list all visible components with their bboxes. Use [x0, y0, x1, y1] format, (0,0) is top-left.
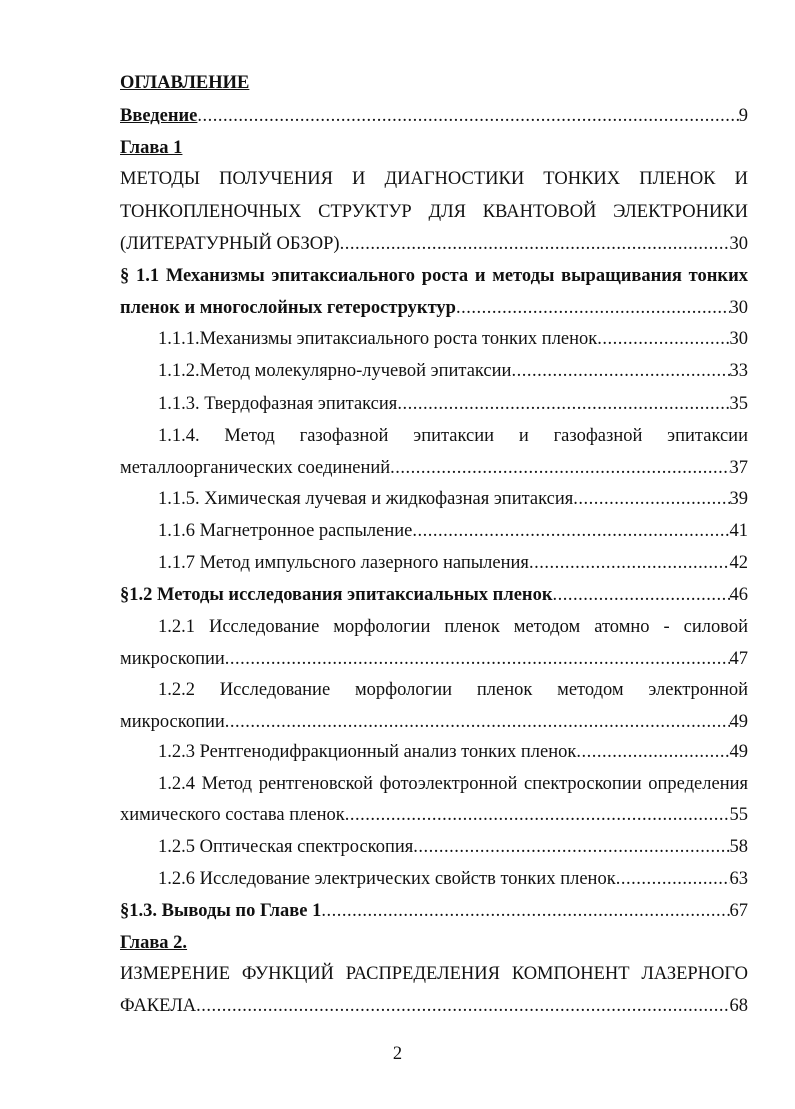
section-1-1-line1: § 1.1 Механизмы эпитаксиального роста и методы выращивания тонких	[120, 266, 748, 286]
entry-title: пленок и многослойных гетероструктур	[120, 298, 456, 318]
leader-dots	[573, 486, 729, 512]
entry-page: 39	[729, 489, 748, 509]
toc-entry-1-1-3	[158, 391, 748, 417]
toc-entry-1-1-1	[158, 326, 748, 352]
leader-dots	[412, 518, 729, 544]
leader-dots	[456, 295, 730, 321]
leader-dots	[397, 391, 729, 417]
entry-page: 33	[729, 361, 748, 381]
entry-title: микроскопии	[120, 712, 225, 732]
leader-dots	[197, 103, 738, 129]
entry-page: 30	[729, 329, 748, 349]
entry-page: 68	[729, 996, 748, 1016]
entry-page: 67	[729, 901, 748, 921]
entry-title: металлоорганических соединений	[120, 458, 391, 478]
entry-title: микроскопии	[120, 649, 225, 669]
entry-title: 1.1.6 Магнетронное распыление	[158, 521, 413, 541]
leader-dots	[196, 993, 729, 1019]
toc-entry-1-2-5	[158, 834, 748, 860]
entry-page: 58	[729, 837, 748, 857]
chapter1-label: Глава 1	[120, 138, 183, 158]
chapter1-title-line1: МЕТОДЫ ПОЛУЧЕНИЯ И ДИАГНОСТИКИ ТОНКИХ ПЛЕНОК И	[120, 169, 748, 189]
entry-title: 1.1.1.Механизмы эпитаксиального роста тонких пленок	[158, 329, 598, 349]
entry-title: химического состава пленок	[120, 805, 345, 825]
toc-entry-1-1-7	[158, 550, 748, 576]
leader-dots	[321, 898, 729, 924]
entry-page: 49	[729, 742, 748, 762]
entry-title: 1.1.5. Химическая лучевая и жидкофазная эпитаксия	[158, 489, 574, 509]
leader-dots	[616, 866, 730, 892]
toc-entry-chapter2	[120, 993, 748, 1019]
chapter2-label: Глава 2.	[120, 933, 188, 953]
toc-entry-1-2-2	[120, 709, 748, 735]
toc-entry-1-2-1	[120, 646, 748, 672]
leader-dots	[529, 550, 730, 576]
leader-dots	[576, 739, 729, 765]
leader-dots	[597, 326, 729, 352]
leader-dots	[225, 709, 730, 735]
entry-title: Введение	[120, 106, 198, 126]
toc-entry-1-2-3	[158, 739, 748, 765]
entry-page: 55	[729, 805, 748, 825]
toc-entry-1-1-4	[120, 455, 748, 481]
toc-entry-1-2-1-line1: 1.2.1 Исследование морфологии пленок методом атомно - силовой	[158, 617, 748, 637]
leader-dots	[345, 802, 730, 828]
chapter2-title-line1: ИЗМЕРЕНИЕ ФУНКЦИЙ РАСПРЕДЕЛЕНИЯ КОМПОНЕНТ ЛАЗЕРНОГО	[120, 964, 748, 984]
entry-page: 9	[738, 106, 748, 126]
toc-entry-1-2-6	[158, 866, 748, 892]
toc-entry-1-3	[120, 898, 748, 924]
entry-title: 1.2.6 Исследование электрических свойств тонких пленок	[158, 869, 616, 889]
entry-title: 1.1.2.Метод молекулярно-лучевой эпитаксии	[158, 361, 512, 381]
toc-entry-1-1-4-line1: 1.1.4. Метод газофазной эпитаксии и газофазной эпитаксии	[158, 426, 748, 446]
entry-title: 1.1.3. Твердофазная эпитаксия	[158, 394, 398, 414]
chapter1-title-line2: ТОНКОПЛЕНОЧНЫХ СТРУКТУР ДЛЯ КВАНТОВОЙ ЭЛЕКТРОНИКИ	[120, 202, 748, 222]
entry-page: 47	[729, 649, 748, 669]
entry-page: 46	[729, 585, 748, 605]
entry-title: ФАКЕЛА	[120, 996, 197, 1016]
entry-page: 30	[729, 234, 748, 254]
entry-title: 1.1.7 Метод импульсного лазерного напыления	[158, 553, 529, 573]
toc-entry-chapter1	[120, 231, 748, 257]
leader-dots	[553, 582, 730, 608]
entry-page: 35	[729, 394, 748, 414]
toc-heading: ОГЛАВЛЕНИЕ	[120, 73, 250, 93]
toc-entry-1-2-2-line1: 1.2.2 Исследование морфологии пленок методом электронной	[158, 680, 748, 700]
toc-entry-1-2	[120, 582, 748, 608]
leader-dots	[390, 455, 729, 481]
entry-page: 63	[729, 869, 748, 889]
page-number: 2	[392, 1044, 403, 1064]
entry-page: 42	[729, 553, 748, 573]
toc-entry-1-1-2	[158, 358, 748, 384]
leader-dots	[225, 646, 730, 672]
entry-page: 49	[729, 712, 748, 732]
toc-entry-1-2-4	[120, 802, 748, 828]
entry-page: 37	[729, 458, 748, 478]
entry-title: (ЛИТЕРАТУРНЫЙ ОБЗОР)	[120, 234, 340, 254]
entry-title: §1.3. Выводы по Главе 1	[120, 901, 322, 921]
entry-title: 1.2.5 Оптическая спектроскопия	[158, 837, 414, 857]
entry-page: 30	[729, 298, 748, 318]
leader-dots	[511, 358, 729, 384]
leader-dots	[413, 834, 729, 860]
toc-entry-1-2-4-line1: 1.2.4 Метод рентгеновской фотоэлектронной спектроскопии определения	[158, 774, 748, 794]
entry-page: 41	[729, 521, 748, 541]
entry-title: §1.2 Методы исследования эпитаксиальных пленок	[120, 585, 553, 605]
toc-entry-1-1	[120, 295, 748, 321]
toc-entry-intro	[120, 103, 748, 129]
toc-entry-1-1-6	[158, 518, 748, 544]
entry-title: 1.2.3 Рентгенодифракционный анализ тонких пленок	[158, 742, 577, 762]
toc-entry-1-1-5	[158, 486, 748, 512]
leader-dots	[340, 231, 730, 257]
